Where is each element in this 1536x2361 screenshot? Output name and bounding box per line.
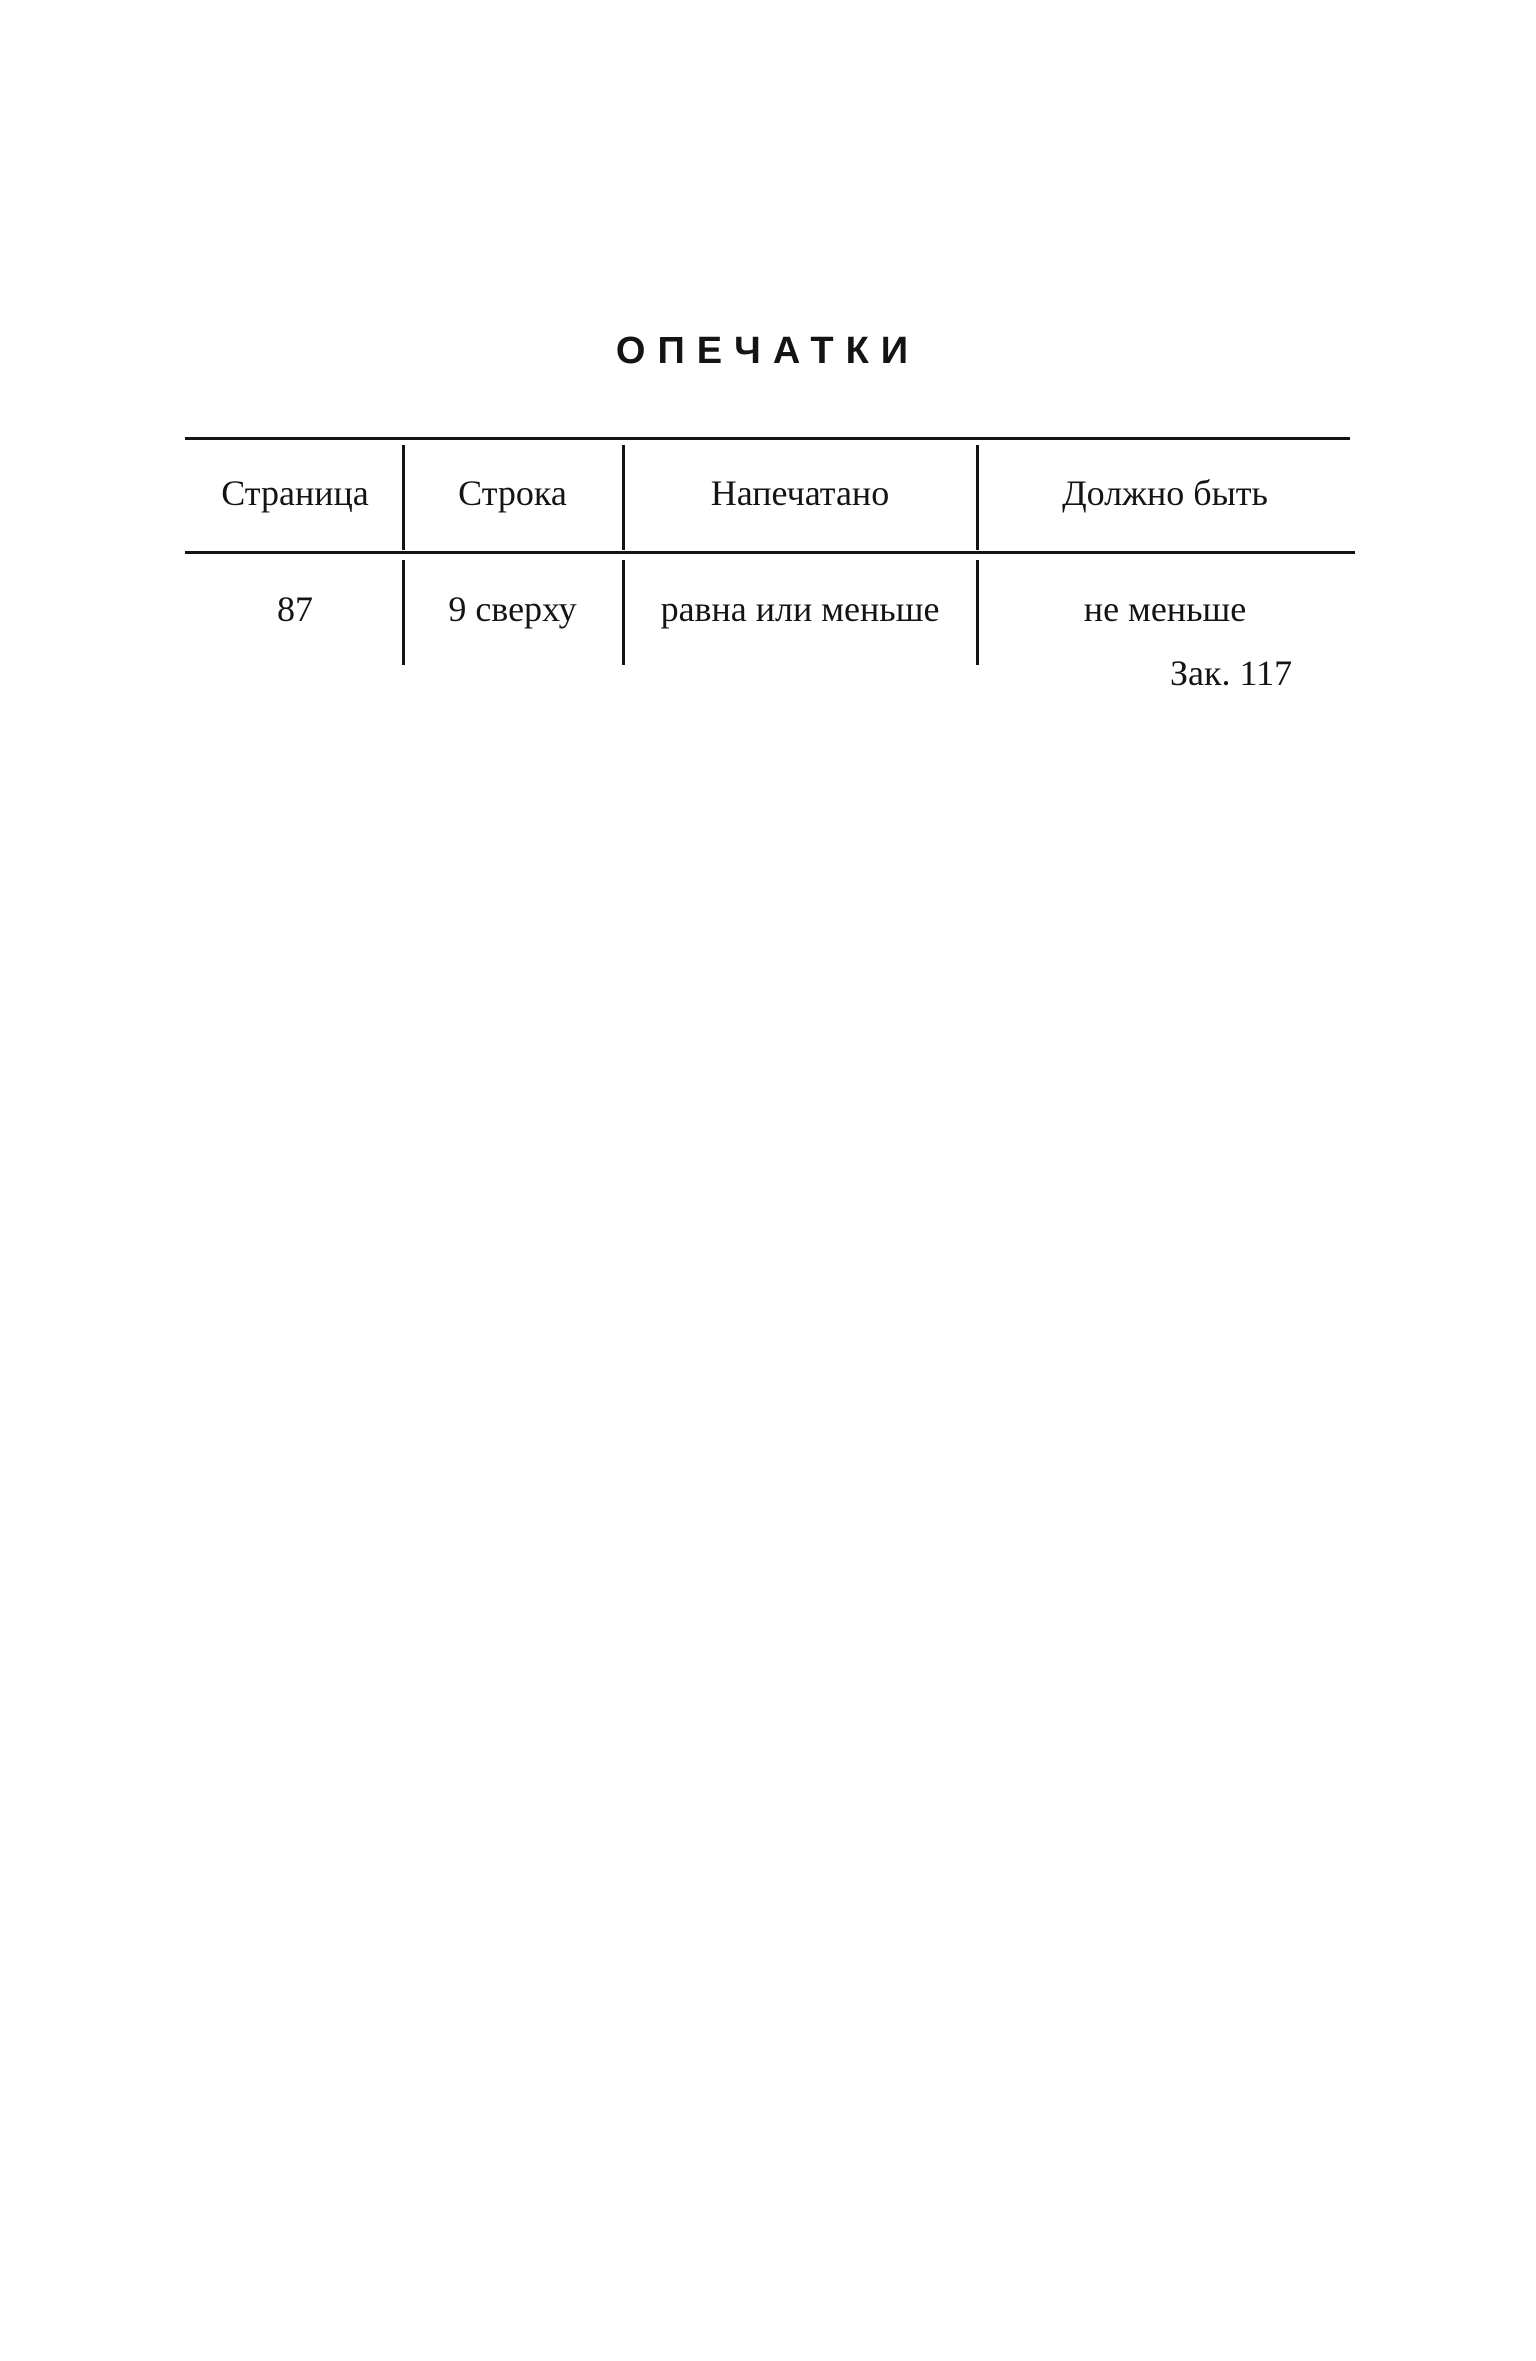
table-header-rule bbox=[185, 551, 1355, 554]
column-divider bbox=[976, 445, 979, 550]
column-header-line: Строка bbox=[458, 473, 567, 513]
column-header-should-be: Должно быть bbox=[1062, 473, 1268, 513]
order-number: Зак. 117 bbox=[1170, 653, 1293, 693]
cell-page: 87 bbox=[277, 589, 313, 629]
table-top-rule bbox=[185, 437, 1350, 440]
cell-line: 9 сверху bbox=[448, 589, 577, 629]
cell-printed: равна или меньше bbox=[660, 589, 940, 629]
column-divider bbox=[976, 560, 979, 665]
column-header-page: Страница bbox=[221, 473, 369, 513]
cell-should-be: не меньше bbox=[1083, 589, 1247, 629]
errata-title: ОПЕЧАТКИ bbox=[615, 330, 921, 372]
column-header-printed: Напечатано bbox=[710, 473, 890, 513]
